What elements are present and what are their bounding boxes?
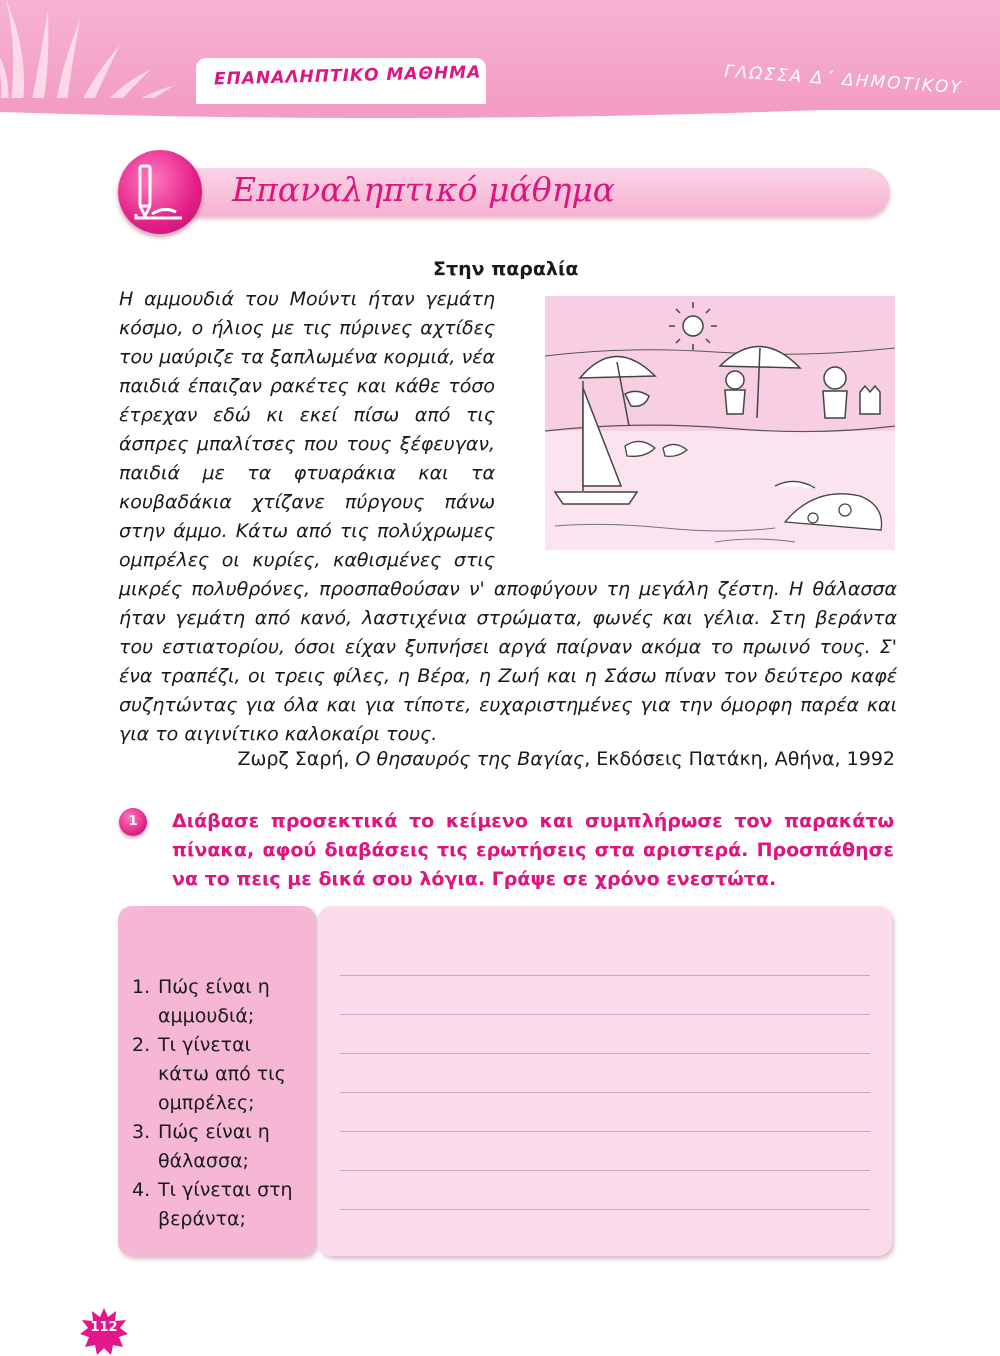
beach-illustration	[545, 296, 895, 550]
citation	[237, 748, 895, 770]
question-item	[132, 1176, 307, 1234]
citation-author: Ζωρζ Σαρή,	[237, 748, 356, 770]
question-item	[132, 973, 307, 1031]
question-text: Τι γίνεται κάτω από τις ομπρέλες;	[158, 1034, 286, 1114]
story-title: Στην παραλία	[433, 258, 579, 280]
exercise-number-badge: 1	[119, 808, 147, 836]
subject-label: ΓΛΩΣΣΑ Δ΄ ΔΗΜΟΤΙΚΟΥ	[723, 61, 964, 99]
page-title: Επαναληπτικό μάθημα	[232, 170, 616, 209]
questions-list	[132, 973, 307, 1234]
answer-line[interactable]	[340, 1131, 870, 1132]
pencil-on-paper-icon	[132, 162, 188, 222]
header-wave	[0, 98, 1000, 128]
question-number: 2.	[132, 1034, 151, 1056]
page-number: 112	[90, 1320, 118, 1335]
answer-line[interactable]	[340, 975, 870, 976]
citation-book: Ο θησαυρός της Βαγίας	[355, 748, 585, 770]
story-text: Η αμμουδιά του Μούντι ήταν γεμάτη κόσμο, ο ήλιος με τις πύρινες αχτίδες του μαύριζε τα ξαπλωμένα κορμιά, νέα παιδιά έπαιζαν ρακέτες και κάθε τόσο έτρεχαν εδώ κι εκεί πίσω από τις άσπρες μπαλίτσες που τους ξέφευγαν, παιδιά με τα φτυαράκια και τα κουβαδάκια χτίζανε πύργους πάνω στην άμμο. Κάτω από τις πολύχρωμες ομπρέλες οι κυρίες, καθισμένες στις μικρές πολυθρόνες, προσπαθούσαν ν' αποφύγουν τη μεγάλη ζέστη. Η θάλασσα ήταν γεμάτη από κανό, λαστιχένια στρώματα, φωνές και γέλια. Στη βεράντα του εστιατορίου, όσοι είχαν ξυπνήσει αργά παίρναν ακόμα το πρωινό τους. Σ' ένα τραπέζι, οι τρεις φίλες, η Βέρα, η Ζωή και η Σάσω πίναν τον δεύτερο καφέ συζητώντας για όλα και για τίποτε, ευχαριστημένες για την όμορφη παρέα και για το αιγινίτικο καλοκαίρι τους.	[119, 288, 897, 745]
answer-line[interactable]	[340, 1053, 870, 1054]
question-text: Τι γίνεται στη βεράντα;	[158, 1179, 293, 1230]
question-text: Πώς είναι η θάλασσα;	[158, 1121, 270, 1172]
answer-line[interactable]	[340, 1209, 870, 1210]
answer-line[interactable]	[340, 1014, 870, 1015]
exercise-instruction: Διάβασε προσεκτικά το κείμενο και συμπλήρωσε τον παρακάτω πίνακα, αφού διαβάσεις τις ερωτήσεις στα αριστερά. Προσπάθησε να το πεις με δικά σου λόγια. Γράψε σε χρόνο ενεστώτα.	[172, 810, 894, 890]
question-item	[132, 1031, 307, 1118]
answer-panel[interactable]	[318, 906, 892, 1256]
question-text: Πώς είναι η αμμουδιά;	[158, 976, 270, 1027]
question-number: 1.	[132, 976, 151, 998]
lesson-type-label: ΕΠΑΝΑΛΗΠΤΙΚΟ ΜΑΘΗΜΑ	[213, 62, 482, 90]
title-icon-badge	[118, 150, 202, 234]
question-number: 4.	[132, 1179, 151, 1201]
answer-line[interactable]	[340, 1170, 870, 1171]
question-number: 3.	[132, 1121, 151, 1143]
question-item	[132, 1118, 307, 1176]
citation-publisher: , Εκδόσεις Πατάκη, Αθήνα, 1992	[584, 748, 895, 770]
answer-line[interactable]	[340, 1092, 870, 1093]
